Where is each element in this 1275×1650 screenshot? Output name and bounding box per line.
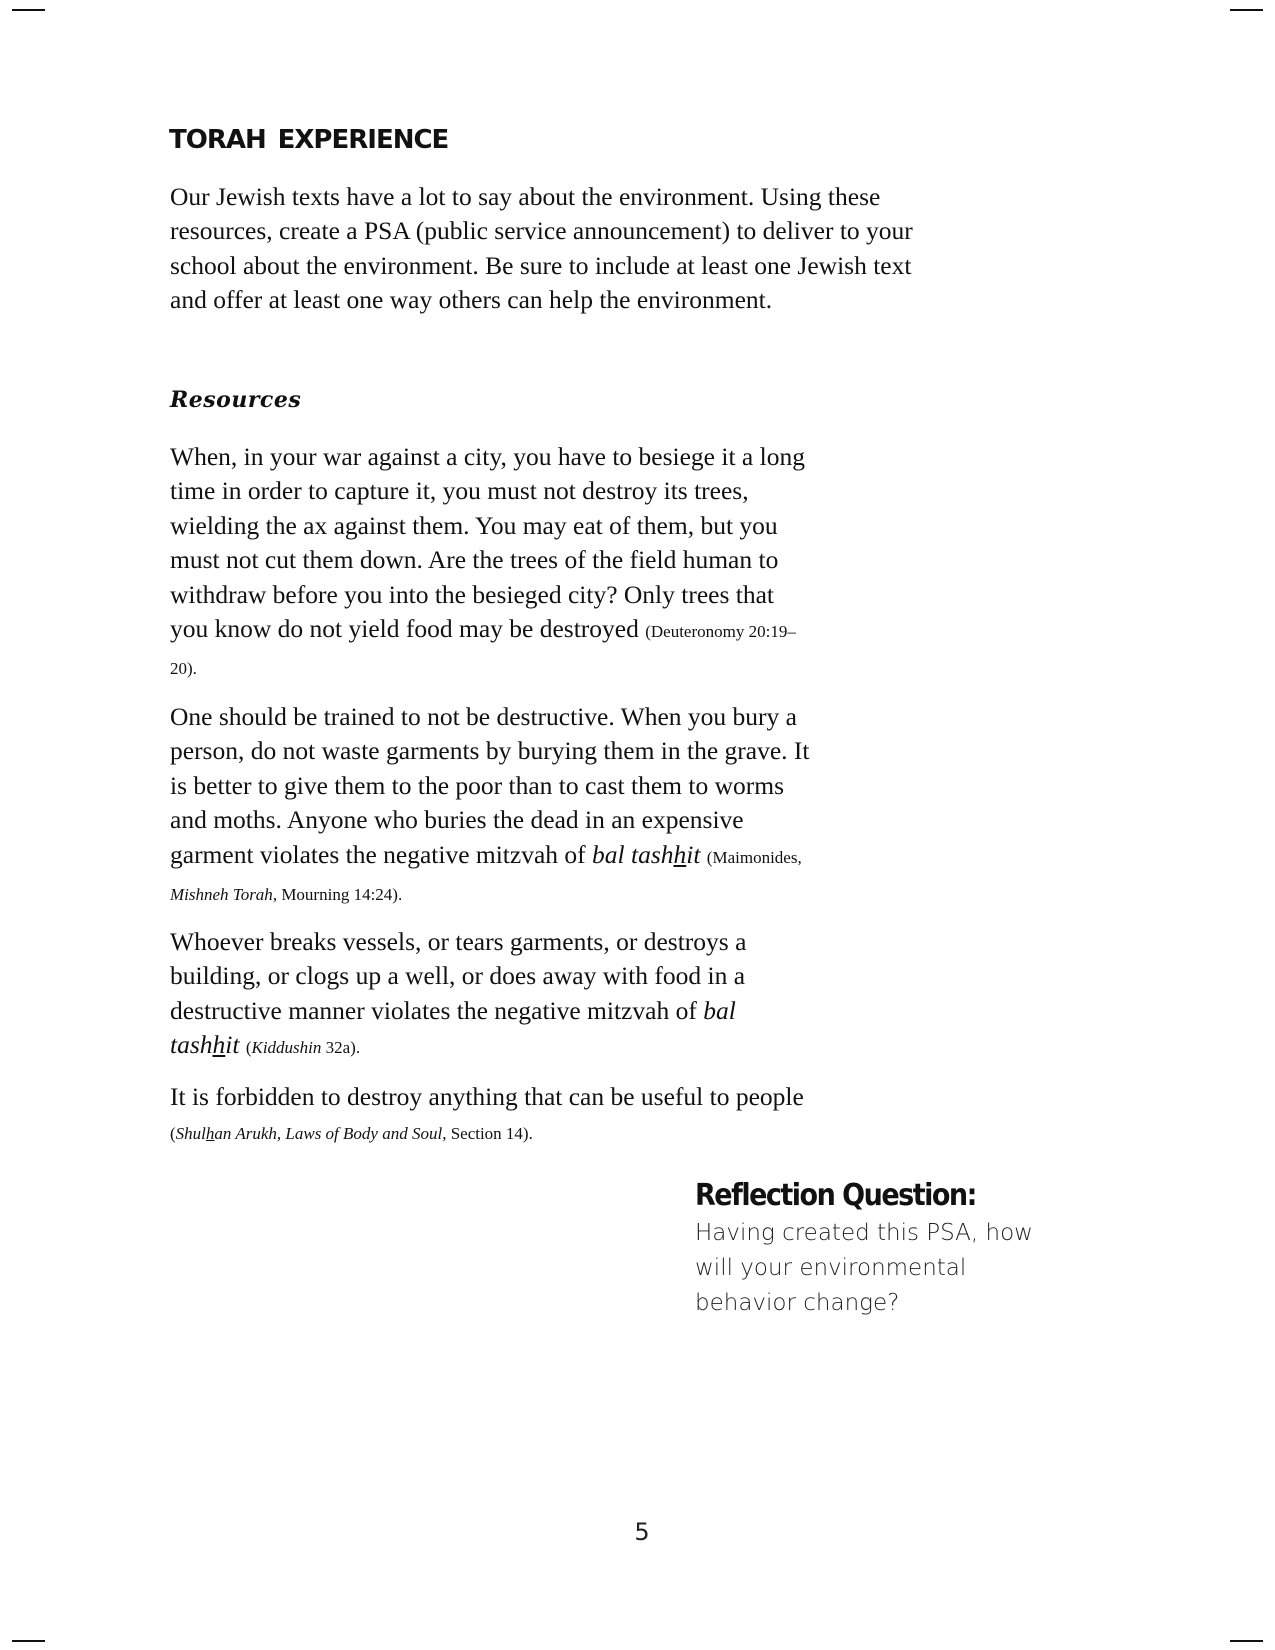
resource-deuteronomy [170,440,810,687]
resource-text: It is forbidden to destroy anything that can be useful to people [170,1082,804,1111]
resource-kiddushin [170,925,810,1066]
reflection-label: Reflection Question: [695,1178,976,1213]
page-title: torah experience [169,114,449,157]
hebrew-term: bal tashhit [170,995,736,1060]
crop-mark-bottom-right [1230,1640,1263,1642]
intro-paragraph: Our Jewish texts have a lot to say about the environment. Using these resources, create a PSA (public service announcement) to deliver to your school about the environment. Be sure to include at least one Jewish text and offer at least one way others can help the environment. [170,182,913,315]
reflection-text: Having created this PSA, how will your environmental behavior change? [695,1220,1033,1316]
resource-shulhan-arukh [170,1080,810,1152]
citation: (Deuteronomy 20:19–20). [170,622,796,679]
resource-text: One should be trained to not be destructive. When you bury a person, do not waste garments by burying them in the grave. It is better to give them to the poor than to cast them to worms and moths. Anyone who buries the dead in an expensive garment violates the negative mitzvah of [170,702,810,869]
citation: (Shulhan Arukh, Laws of Body and Soul, Section 14). [170,1124,533,1144]
resources-heading: Resources [170,387,302,413]
citation: (Maimonides, Mishneh Torah, Mourning 14:24). [170,847,802,905]
resource-text: Whoever breaks vessels, or tears garments, or destroys a building, or clogs up a well, or does away with food in a destructive manner violates the negative mitzvah of [170,927,747,1025]
crop-mark-bottom-left [12,1640,45,1642]
resource-text: When, in your war against a city, you have to besiege it a long time in order to capture it, you must not destroy its trees, wielding the ax against them. You may eat of them, but you must not cut them down. Are the trees of the field human to withdraw before you into the besieged city? Only trees that you know do not yield food may be destroyed [170,442,805,644]
crop-mark-top-left [12,9,45,11]
resource-maimonides [170,700,810,912]
crop-mark-top-right [1230,9,1263,11]
page-number: 5 [634,1518,650,1546]
citation: (Kiddushin 32a). [245,1038,361,1058]
reflection-question [695,1178,1055,1321]
hebrew-term: bal tashhit [592,839,701,869]
